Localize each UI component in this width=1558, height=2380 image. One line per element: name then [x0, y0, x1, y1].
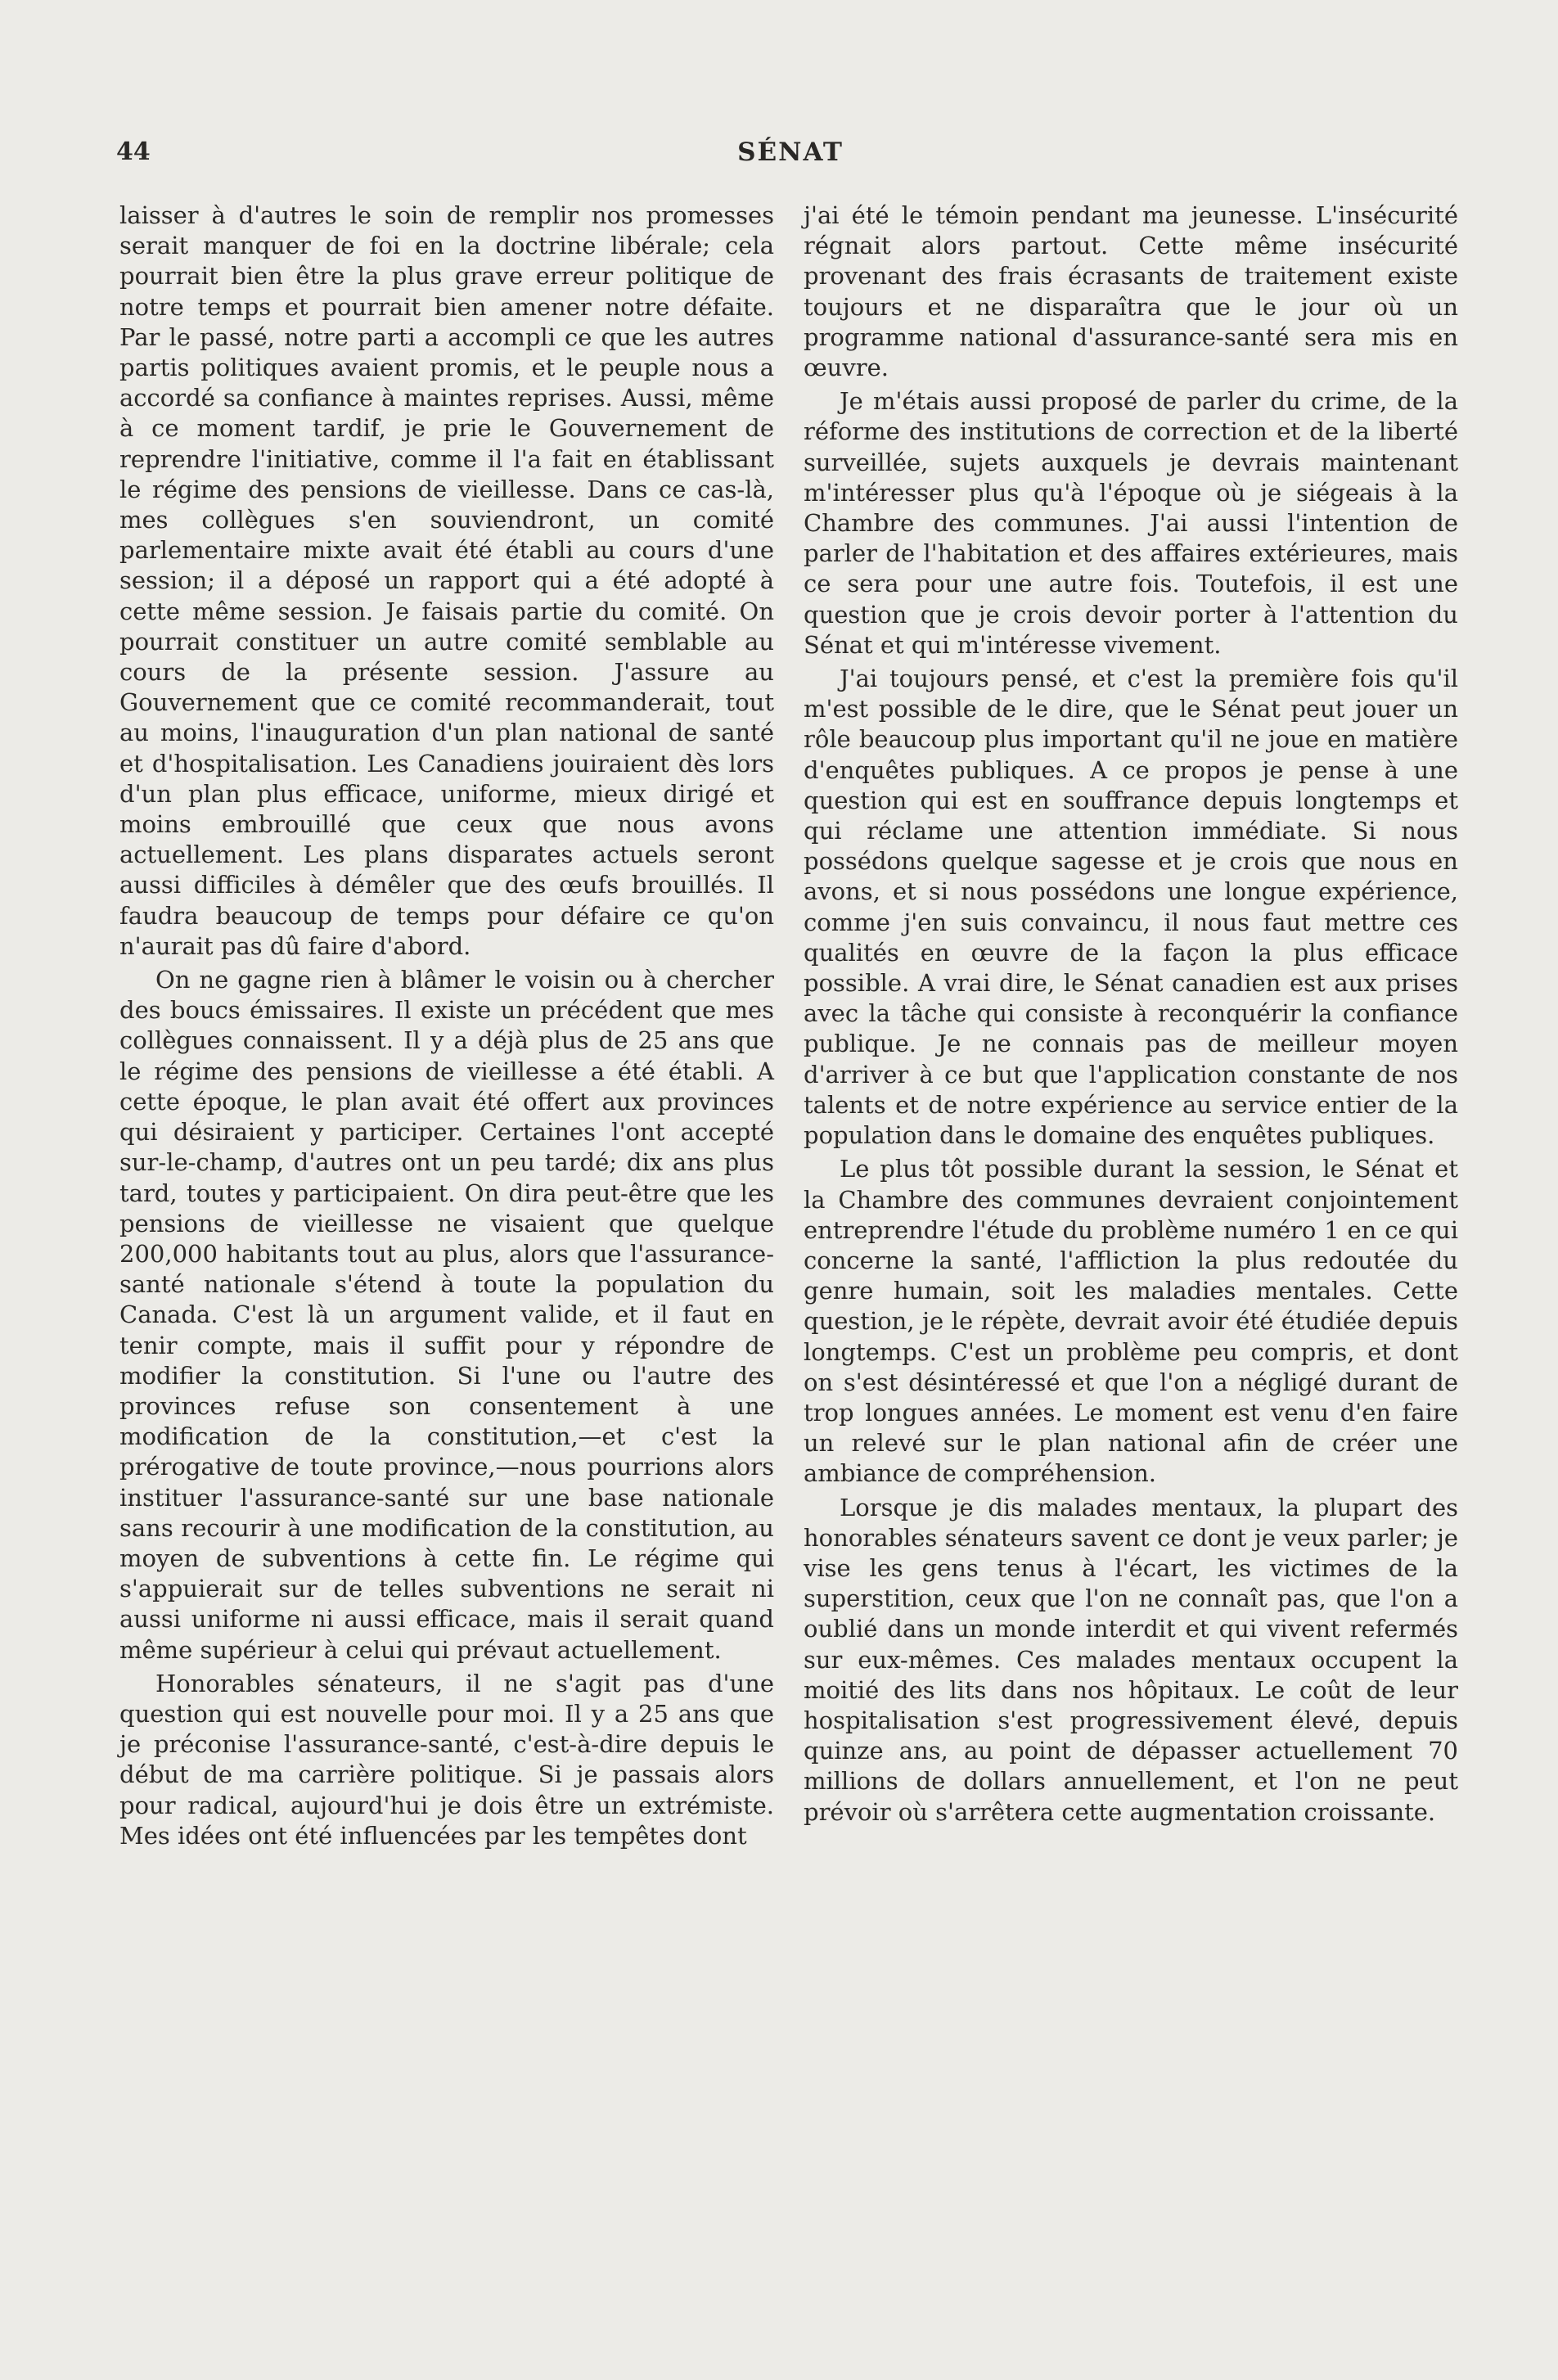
paragraph: Je m'étais aussi proposé de parler du crime, de la réforme des institutions de correction et de la liberté surveillée, sujets auxquels je devrais maintenant m'intéresser plus qu'à l'époque où je siégeais à la Chambre des communes. J'ai aussi l'intention de parler de l'habitation et des affaires extérieures, mais ce sera pour une autre fois. Toutefois, il est une question que je crois devoir porter à l'attention du Sénat et qui m'intéresse vivement. — [804, 387, 1458, 659]
page-header — [116, 137, 1465, 178]
page-number: 44 — [116, 137, 151, 166]
paragraph: J'ai toujours pensé, et c'est la première fois qu'il m'est possible de le dire, que le Sénat peut jouer un rôle beaucoup plus important qu'il ne joue en matière d'enquêtes publiques. A ce propos je pense à une question qui est en souffrance depuis longtemps et qui réclame une attention immédiate. Si nous possédons quelque sagesse et je crois que nous en avons, et si nous possédons une longue expérience, comme j'en suis convaincu, il nous faut mettre ces qualités en œuvre de la façon la plus efficace possible. A vrai dire, le Sénat canadien est aux prises avec la tâche qui consiste à reconquérir la confiance publique. Je ne connais pas de meilleur moyen d'arriver à ce but que l'application constante de nos talents et de notre expérience au service entier de la population dans le domaine des enquêtes publiques. — [804, 665, 1458, 1150]
paragraph: Le plus tôt possible durant la session, le Sénat et la Chambre des communes devraient conjointement entreprendre l'étude du problème numéro 1 en ce qui concerne la santé, l'affliction la plus redoutée du genre humain, soit les maladies mentales. Cette question, je le répète, devrait avoir été étudiée depuis longtemps. C'est un problème peu compris, et dont on s'est désintéressé et que l'on a négligé durant de trop longues années. Le moment est venu d'en faire un relevé sur le plan national afin de créer une ambiance de compréhension. — [804, 1155, 1458, 1488]
paragraph: laisser à d'autres le soin de remplir nos promesses serait manquer de foi en la doctrine libérale; cela pourrait bien être la plus grave erreur politique de notre temps et pourrait bien amener notre défaite. Par le passé, notre parti a accompli ce que les autres partis politiques avaient promis, et le peuple nous a accordé sa confiance à maintes reprises. Aussi, même à ce moment tardif, je prie le Gouvernement de reprendre l'initiative, comme il l'a fait en établissant le régime des pensions de vieillesse. Dans ce cas-là, mes collègues s'en souviendront, un comité parlementaire mixte avait été établi au cours d'une session; il a déposé un rapport qui a été adopté à cette même session. Je faisais partie du comité. On pourrait constituer un autre comité semblable au cours de la présente session. J'assure au Gouvernement que ce comité recommanderait, tout au moins, l'inauguration d'un plan national de santé et d'hospitalisation. Les Canadiens jouiraient dès lors d'un plan plus efficace, uniforme, mieux dirigé et moins embrouillé que ceux que nous avons actuellement. Les plans disparates actuels seront aussi difficiles à démêler que des œufs brouillés. Il faudra beaucoup de temps pour défaire ce qu'on n'aurait pas dû faire d'abord. — [119, 201, 774, 960]
right-column — [804, 201, 1458, 1828]
left-column — [119, 201, 774, 1851]
running-head: SÉNAT — [737, 137, 844, 167]
paragraph: Honorables sénateurs, il ne s'agit pas d'une question qui est nouvelle pour moi. Il y a 25 ans que je préconise l'assurance-santé, c'est-à-dire depuis le début de ma carrière politique. Si je passais alors pour radical, aujourd'hui je dois être un extrémiste. Mes idées ont été influencées par les tempêtes dont — [119, 1669, 774, 1850]
paragraph: On ne gagne rien à blâmer le voisin ou à chercher des boucs émissaires. Il existe un précédent que mes collègues connaissent. Il y a déjà plus de 25 ans que le régime des pensions de vieillesse a été établi. A cette époque, le plan avait été offert aux provinces qui désiraient y participer. Certaines l'ont accepté sur-le-champ, d'autres ont un peu tardé; dix ans plus tard, toutes y participaient. On dira peut-être que les pensions de vieillesse ne visaient que quelque 200,000 habitants tout au plus, alors que l'assurance-santé nationale s'étend à toute la population du Canada. C'est là un argument valide, et il faut en tenir compte, mais il suffit pour y répondre de modifier la constitution. Si l'une ou l'autre des provinces refuse son consentement à une modification de la constitution,—et c'est la prérogative de toute province,—nous pourrions alors instituer l'assurance-santé sur une base nationale sans recourir à une modification de la constitution, au moyen de subventions à cette fin. Le régime qui s'appuierait sur de telles subventions ne serait ni aussi uniforme ni aussi efficace, mais il serait quand même supérieur à celui qui prévaut actuellement. — [119, 966, 774, 1664]
paragraph: j'ai été le témoin pendant ma jeunesse. L'insécurité régnait alors partout. Cette même insécurité provenant des frais écrasants de traitement existe toujours et ne disparaîtra que le jour où un programme national d'assurance-santé sera mis en œuvre. — [804, 201, 1458, 382]
paragraph: Lorsque je dis malades mentaux, la plupart des honorables sénateurs savent ce dont je veux parler; je vise les gens tenus à l'écart, les victimes de la superstition, ceux que l'on ne connaît pas, que l'on a oublié dans un monde interdit et qui vivent refermés sur eux-mêmes. Ces malades mentaux occupent la moitié des lits dans nos hôpitaux. Le coût de leur hospitalisation s'est progressivement élevé, depuis quinze ans, au point de dépasser actuellement 70 millions de dollars annuellement, et l'on ne peut prévoir où s'arrêtera cette augmentation croissante. — [804, 1493, 1458, 1826]
